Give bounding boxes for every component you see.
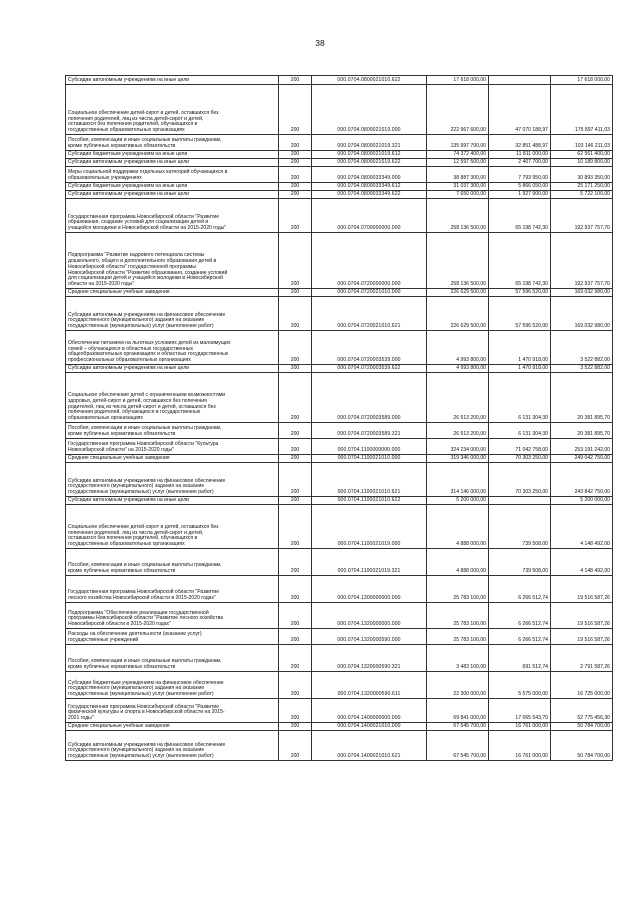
row-budget-code: 000.0704.0700000000.000 <box>312 199 427 233</box>
row-executed-amount: 47 070 188,97 <box>489 85 551 135</box>
row-executed-amount: 7 793 950,00 <box>489 167 551 183</box>
row-admin-code: 200 <box>279 135 312 151</box>
row-executed-amount: 5 866 050,00 <box>489 183 551 191</box>
row-executed-amount: 32 851 488,97 <box>489 135 551 151</box>
table-row <box>66 365 613 373</box>
row-admin-code: 200 <box>279 331 312 365</box>
row-admin-code: 200 <box>279 289 312 297</box>
row-remaining-amount: 19 516 587,26 <box>551 576 613 603</box>
table-row <box>66 297 613 331</box>
row-executed-amount: 57 596 520,00 <box>489 289 551 297</box>
row-approved-amount: 67 545 700,00 <box>427 731 489 761</box>
row-remaining-amount: 62 561 400,00 <box>551 151 613 159</box>
table-row <box>66 699 613 723</box>
row-name: Расходы на обеспечение деятельности (оказание услуг) государственных учреждений <box>66 629 279 645</box>
table-row <box>66 576 613 603</box>
row-approved-amount: 4 993 800,00 <box>427 331 489 365</box>
row-executed-amount: 65 198 742,30 <box>489 233 551 289</box>
row-admin-code: 200 <box>279 199 312 233</box>
row-approved-amount: 17 618 000,00 <box>427 76 489 85</box>
row-budget-code: 000.0704.1320000590.321 <box>312 645 427 672</box>
row-approved-amount: 258 136 500,00 <box>427 199 489 233</box>
row-remaining-amount: 4 148 492,00 <box>551 549 613 576</box>
row-approved-amount: 25 783 100,00 <box>427 603 489 629</box>
row-remaining-amount: 20 381 895,70 <box>551 423 613 439</box>
row-name: Субсидии автономным учреждениям на финансовое обеспечение государственного (муниципального) задания на оказание государственных (муниципальных) услуг (выполнение работ) <box>66 731 279 761</box>
table-row <box>66 289 613 297</box>
row-name: Социальное обеспечение детей с ограниченными возможностями здоровья, детей-сирот и детей, оставшихся без попечения родителей, лиц из числа детей-сирот и детей, оставшихся без попечения родителей, обучающихся в государственных образовательных организациях <box>66 373 279 423</box>
table-row <box>66 455 613 463</box>
row-budget-code: 000.0704.0800021010.622 <box>312 76 427 85</box>
row-approved-amount: 3 483 100,00 <box>427 645 489 672</box>
row-name: Государственная программа Новосибирской области "Развитие образования, создание условий для социализации детей и учащейся молодежи в Новосибирской области на 2015-2020 годы" <box>66 199 279 233</box>
row-name: Социальное обеспечение детей-сирот и детей, оставшихся без попечения родителей, лиц из числа детей-сирот и детей, оставшихся без попечения родителей, обучающихся в государственных образовательных организациях <box>66 505 279 549</box>
row-approved-amount: 4 888 000,00 <box>427 549 489 576</box>
row-admin-code: 200 <box>279 455 312 463</box>
table-row <box>66 463 613 497</box>
table-row <box>66 151 613 159</box>
row-admin-code: 200 <box>279 183 312 191</box>
row-name: Субсидии автономным учреждениям на иные цели <box>66 191 279 199</box>
row-remaining-amount: 103 146 211,03 <box>551 135 613 151</box>
row-approved-amount: 4 888 000,00 <box>427 505 489 549</box>
row-approved-amount: 319 346 000,00 <box>427 455 489 463</box>
row-admin-code: 200 <box>279 159 312 167</box>
table-row <box>66 331 613 365</box>
table-row <box>66 85 613 135</box>
table-row <box>66 439 613 455</box>
row-name: Субсидии автономным учреждениям на иные цели <box>66 497 279 505</box>
row-admin-code: 200 <box>279 373 312 423</box>
row-executed-amount: 6 131 304,30 <box>489 423 551 439</box>
row-name: Пособия, компенсации и иные социальные выплаты гражданам, кроме публичных нормативных обязательств <box>66 645 279 672</box>
row-admin-code: 200 <box>279 505 312 549</box>
row-admin-code: 200 <box>279 191 312 199</box>
row-admin-code: 200 <box>279 731 312 761</box>
row-budget-code: 000.0704.1320000000.000 <box>312 603 427 629</box>
row-approved-amount: 26 513 200,00 <box>427 423 489 439</box>
row-executed-amount: 70 303 250,00 <box>489 463 551 497</box>
table-row <box>66 76 613 85</box>
row-budget-code: 000.0704.1100021010.000 <box>312 455 427 463</box>
row-approved-amount: 226 629 500,00 <box>427 297 489 331</box>
row-budget-code: 000.0704.0800033349.622 <box>312 191 427 199</box>
row-remaining-amount: 52 775 456,30 <box>551 699 613 723</box>
row-name: Государственная программа Новосибирской области "Развитие лесного хозяйства Новосибирской области в 2015-2020 годах" <box>66 576 279 603</box>
row-approved-amount: 5 200 000,00 <box>427 497 489 505</box>
row-executed-amount: 6 266 512,74 <box>489 576 551 603</box>
row-budget-code: 000.0704.0720021010.000 <box>312 289 427 297</box>
row-executed-amount: 739 508,00 <box>489 549 551 576</box>
row-approved-amount: 7 650 000,00 <box>427 191 489 199</box>
row-remaining-amount: 169 032 980,00 <box>551 289 613 297</box>
row-approved-amount: 38 887 300,00 <box>427 167 489 183</box>
row-remaining-amount: 243 842 750,00 <box>551 463 613 497</box>
row-budget-code: 000.0704.0800033349.000 <box>312 167 427 183</box>
row-approved-amount: 74 372 400,00 <box>427 151 489 159</box>
row-name: Субсидии бюджетным учреждениям на иные цели <box>66 151 279 159</box>
row-approved-amount: 258 136 500,00 <box>427 233 489 289</box>
row-remaining-amount: 2 791 587,26 <box>551 645 613 672</box>
row-approved-amount: 222 967 600,00 <box>427 85 489 135</box>
row-remaining-amount: 253 191 242,00 <box>551 439 613 455</box>
row-approved-amount: 67 545 700,00 <box>427 723 489 731</box>
table-row <box>66 159 613 167</box>
table-row <box>66 373 613 423</box>
row-budget-code: 000.0704.1100000000.000 <box>312 439 427 455</box>
row-admin-code: 200 <box>279 576 312 603</box>
row-approved-amount: 324 234 000,00 <box>427 439 489 455</box>
row-approved-amount: 226 629 500,00 <box>427 289 489 297</box>
row-budget-code: 000.0704.0720003589.000 <box>312 373 427 423</box>
row-budget-code: 000.0704.1400021010.000 <box>312 723 427 731</box>
row-budget-code: 000.0704.1320000590.611 <box>312 672 427 699</box>
row-name: Субсидии автономным учреждениям на финансовое обеспечение государственного (муниципального) задания на оказание государственных (муниципальных) услуг (выполнение работ) <box>66 463 279 497</box>
row-remaining-amount: 5 200 000,00 <box>551 497 613 505</box>
row-executed-amount: 739 508,00 <box>489 505 551 549</box>
row-budget-code: 000.0704.0800021019.000 <box>312 85 427 135</box>
row-budget-code: 000.0704.1100021019.321 <box>312 549 427 576</box>
row-admin-code: 200 <box>279 497 312 505</box>
row-name: Пособия, компенсации и иные социальные выплаты гражданам, кроме публичных нормативных обязательств <box>66 423 279 439</box>
table-row <box>66 191 613 199</box>
row-budget-code: 000.0704.0800021019.612 <box>312 151 427 159</box>
row-approved-amount: 135 997 700,00 <box>427 135 489 151</box>
row-admin-code: 200 <box>279 167 312 183</box>
row-budget-code: 000.0704.0720021010.621 <box>312 297 427 331</box>
row-name: Государственная программа Новосибирской области "Культура Новосибирской области" на 2015-2020 годы" <box>66 439 279 455</box>
row-remaining-amount: 5 722 100,00 <box>551 191 613 199</box>
row-remaining-amount: 192 937 757,70 <box>551 199 613 233</box>
row-executed-amount: 17 065 543,70 <box>489 699 551 723</box>
row-budget-code: 000.0704.1100021019.000 <box>312 505 427 549</box>
row-admin-code: 200 <box>279 723 312 731</box>
row-admin-code: 200 <box>279 549 312 576</box>
row-executed-amount: 6 266 512,74 <box>489 603 551 629</box>
row-approved-amount: 26 513 200,00 <box>427 373 489 423</box>
row-executed-amount: 5 575 000,00 <box>489 672 551 699</box>
row-admin-code: 200 <box>279 699 312 723</box>
row-name: Субсидии автономным учреждениям на иные цели <box>66 365 279 373</box>
row-budget-code: 000.0704.0720000000.000 <box>312 233 427 289</box>
row-approved-amount: 69 841 000,00 <box>427 699 489 723</box>
row-remaining-amount: 50 784 700,00 <box>551 723 613 731</box>
row-budget-code: 000.0704.1400000000.000 <box>312 699 427 723</box>
row-name: Государственная программа Новосибирской области "Развитие физической культуры и спорта в Новосибирской области на 2015- 2021 годы" <box>66 699 279 723</box>
row-executed-amount: 2 407 700,00 <box>489 159 551 167</box>
row-admin-code: 200 <box>279 365 312 373</box>
row-budget-code: 000.0704.1300000000.000 <box>312 576 427 603</box>
row-admin-code: 200 <box>279 233 312 289</box>
row-admin-code: 200 <box>279 645 312 672</box>
row-approved-amount: 22 300 000,00 <box>427 672 489 699</box>
table-row <box>66 645 613 672</box>
row-name: Обеспечение питанием на льготных условиях детей из малоимущих семей – обучающихся в областных государственных общеобразовательных организациях и областных государственных профессиональных образовательных организациях <box>66 331 279 365</box>
row-remaining-amount: 10 189 800,00 <box>551 159 613 167</box>
row-admin-code: 200 <box>279 85 312 135</box>
row-executed-amount: 1 470 918,00 <box>489 331 551 365</box>
row-executed-amount: 691 512,74 <box>489 645 551 672</box>
row-approved-amount: 314 146 000,00 <box>427 463 489 497</box>
row-remaining-amount: 175 897 411,03 <box>551 85 613 135</box>
row-name: Подпрограмма "Развитие кадрового потенциала системы дошкольного, общего и дополнительного образования детей в Новосибирской области" государственной программы Новосибирской области "Развитие образования, создание условий для социализации детей и учащейся молодежи в Новосибирской области на 2015-2020 годы" <box>66 233 279 289</box>
row-admin-code: 200 <box>279 76 312 85</box>
row-name: Средние специальные учебные заведения <box>66 723 279 731</box>
row-executed-amount: 65 198 742,30 <box>489 199 551 233</box>
row-approved-amount: 25 783 100,00 <box>427 576 489 603</box>
table-row <box>66 199 613 233</box>
row-approved-amount: 25 783 100,00 <box>427 629 489 645</box>
table-row <box>66 167 613 183</box>
row-budget-code: 000.0704.0720003539.622 <box>312 365 427 373</box>
row-admin-code: 200 <box>279 151 312 159</box>
row-remaining-amount: 30 893 350,00 <box>551 167 613 183</box>
row-admin-code: 200 <box>279 463 312 497</box>
row-budget-code: 000.0704.0800033349.612 <box>312 183 427 191</box>
row-budget-code: 000.0704.0800021019.321 <box>312 135 427 151</box>
row-name: Субсидии бюджетным учреждениям на иные цели <box>66 183 279 191</box>
row-executed-amount: 1 927 900,00 <box>489 191 551 199</box>
row-name: Субсидии автономным учреждениям на иные цели <box>66 76 279 85</box>
row-executed-amount: 70 303 250,00 <box>489 455 551 463</box>
row-remaining-amount: 3 522 882,00 <box>551 331 613 365</box>
row-budget-code: 000.0704.1400021010.621 <box>312 731 427 761</box>
row-remaining-amount: 25 171 250,00 <box>551 183 613 191</box>
row-remaining-amount: 19 516 587,26 <box>551 629 613 645</box>
budget-table <box>65 75 613 761</box>
row-budget-code: 000.0704.0800021019.622 <box>312 159 427 167</box>
table-row <box>66 723 613 731</box>
row-name: Меры социальной поддержки отдельных категорий обучающихся в образовательных учреждениях <box>66 167 279 183</box>
row-name: Субсидии автономным учреждениям на финансовое обеспечение государственного (муниципального) задания на оказание государственных (муниципальных) услуг (выполнение работ) <box>66 297 279 331</box>
row-name: Субсидии автономным учреждениям на иные цели <box>66 159 279 167</box>
row-budget-code: 000.0704.1320000590.000 <box>312 629 427 645</box>
table-row <box>66 135 613 151</box>
row-remaining-amount: 16 725 000,00 <box>551 672 613 699</box>
row-name: Пособия, компенсации и иные социальные выплаты гражданам, кроме публичных нормативных обязательств <box>66 135 279 151</box>
table-row <box>66 183 613 191</box>
row-remaining-amount: 249 042 750,00 <box>551 455 613 463</box>
row-remaining-amount: 4 148 492,00 <box>551 505 613 549</box>
row-admin-code: 200 <box>279 439 312 455</box>
row-remaining-amount: 20 381 895,70 <box>551 373 613 423</box>
row-executed-amount: 11 811 000,00 <box>489 151 551 159</box>
row-name: Социальное обеспечение детей-сирот и детей, оставшихся без попечения родителей, лиц из числа детей-сирот и детей, оставшихся без попечения родителей, обучающихся в государственных образовательных организациях <box>66 85 279 135</box>
table-row <box>66 423 613 439</box>
row-executed-amount: 16 761 000,00 <box>489 723 551 731</box>
row-approved-amount: 31 037 300,00 <box>427 183 489 191</box>
row-remaining-amount: 17 618 000,00 <box>551 76 613 85</box>
table-row <box>66 629 613 645</box>
row-admin-code: 200 <box>279 672 312 699</box>
table-row <box>66 731 613 761</box>
row-executed-amount: 6 131 304,30 <box>489 373 551 423</box>
row-budget-code: 000.0704.0720003589.321 <box>312 423 427 439</box>
row-remaining-amount: 19 516 587,26 <box>551 603 613 629</box>
table-row <box>66 603 613 629</box>
row-name: Средние специальные учебные заведения <box>66 289 279 297</box>
page-number: 38 <box>315 38 325 48</box>
row-approved-amount: 4 993 800,00 <box>427 365 489 373</box>
row-executed-amount <box>489 497 551 505</box>
row-name: Субсидии бюджетным учреждениям на финансовое обеспечение государственного (муниципального) задания на оказание государственных (муниципальных) услуг (выполнение работ) <box>66 672 279 699</box>
row-admin-code: 200 <box>279 423 312 439</box>
table-row <box>66 549 613 576</box>
row-name: Подпрограмма "Обеспечение реализации государственной программы Новосибирской области "Развитие лесного хозяйства Новосибирской области в 2015-2020 годах" <box>66 603 279 629</box>
row-name: Средние специальные учебные заведения <box>66 455 279 463</box>
row-approved-amount: 12 597 500,00 <box>427 159 489 167</box>
row-admin-code: 200 <box>279 603 312 629</box>
row-remaining-amount: 169 032 980,00 <box>551 297 613 331</box>
row-executed-amount: 71 042 758,00 <box>489 439 551 455</box>
row-executed-amount: 6 266 512,74 <box>489 629 551 645</box>
table-row <box>66 233 613 289</box>
row-admin-code: 200 <box>279 629 312 645</box>
row-remaining-amount: 192 937 757,70 <box>551 233 613 289</box>
row-executed-amount <box>489 76 551 85</box>
row-executed-amount: 57 596 520,00 <box>489 297 551 331</box>
table-row <box>66 497 613 505</box>
row-budget-code: 000.0704.0720003539.000 <box>312 331 427 365</box>
table-row <box>66 505 613 549</box>
row-budget-code: 000.0704.1100021010.621 <box>312 463 427 497</box>
row-name: Пособия, компенсации и иные социальные выплаты гражданам, кроме публичных нормативных обязательств <box>66 549 279 576</box>
row-admin-code: 200 <box>279 297 312 331</box>
row-budget-code: 000.0704.1100021010.622 <box>312 497 427 505</box>
row-remaining-amount: 3 522 882,00 <box>551 365 613 373</box>
table-row <box>66 672 613 699</box>
row-executed-amount: 16 761 000,00 <box>489 731 551 761</box>
row-remaining-amount: 50 784 700,00 <box>551 731 613 761</box>
row-executed-amount: 1 470 918,00 <box>489 365 551 373</box>
